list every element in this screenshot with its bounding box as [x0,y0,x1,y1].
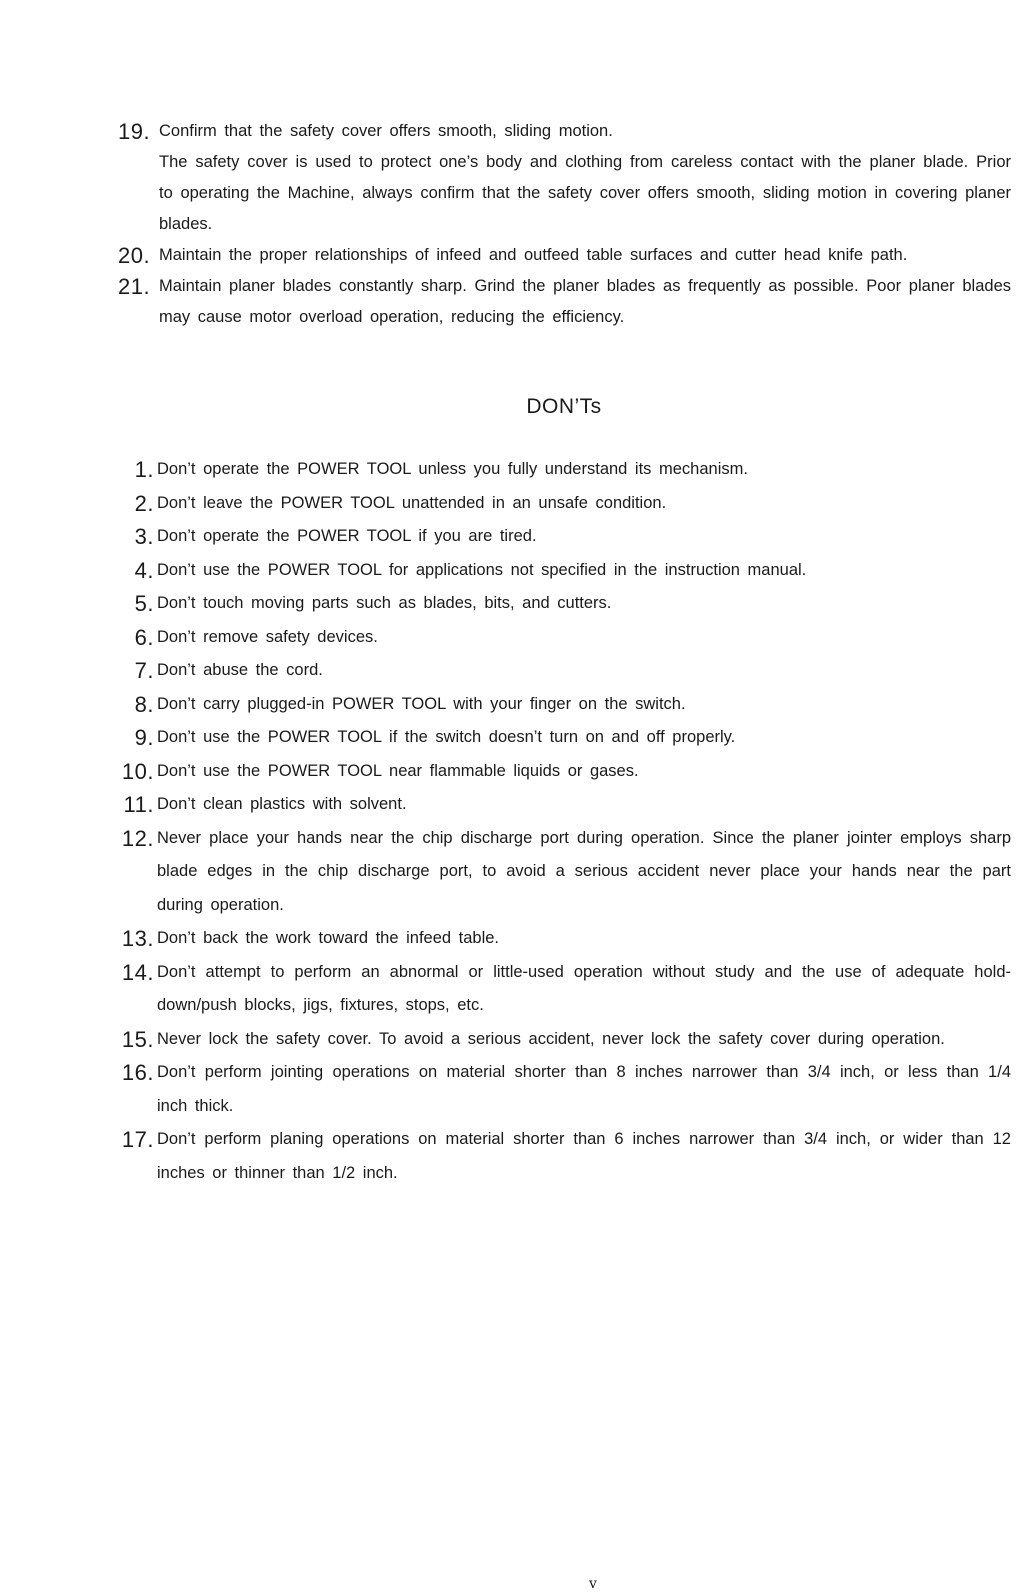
list-item [0,271,1026,333]
item-number: 11. [123,792,154,817]
item-number: 2. [134,490,154,516]
list-item [0,240,1026,271]
list-item [0,956,1026,1023]
item-number: 15. [121,1026,154,1052]
item-number: 9. [134,725,154,750]
list-item [0,554,1026,588]
item-number: 10. [121,758,154,784]
top-instruction-list [0,116,1026,333]
list-item [0,520,1026,554]
list-item [0,453,1026,487]
item-text: Maintain planer blades constantly sharp. Grind the planer blades as frequently as possible. Poor planer blades may cause motor overload operation, reducing the efficiency. [159,277,1011,326]
list-item [0,822,1026,923]
list-item [0,1056,1026,1123]
donts-list [0,453,1026,1190]
item-number: 21. [118,274,151,299]
list-item [0,1123,1026,1190]
item-text: Maintain the proper relationships of infeed and outfeed table surfaces and cutter head knife path. [159,246,908,264]
page-number: v [589,1576,597,1592]
item-number: 17. [121,1127,154,1152]
item-number: 4. [134,557,154,583]
list-item [0,587,1026,621]
list-item [0,654,1026,688]
item-number: 6. [134,624,154,650]
list-item [0,1023,1026,1057]
item-number: 1. [134,457,154,482]
item-text: Don’t back the work toward the infeed table. [157,929,500,947]
item-text: Don’t use the POWER TOOL if the switch doesn’t turn on and off properly. [157,728,736,746]
item-text: Don’t operate the POWER TOOL unless you fully understand its mechanism. [157,460,748,478]
item-number: 19. [118,119,151,144]
item-text: Don’t perform planing operations on material shorter than 6 inches narrower than 3/4 inch, or wider than 12 inches or thinner than 1/2 inch. [157,1130,1011,1182]
item-number: 16. [121,1060,154,1085]
item-number: 13. [121,926,154,951]
item-text: Never place your hands near the chip discharge port during operation. Since the planer jointer employs sharp blade edges in the chip discharge port, to avoid a serious accident never place your hands near the part during operation. [157,828,1011,914]
list-item [0,688,1026,722]
item-number: 12. [121,825,154,851]
item-text: Don’t operate the POWER TOOL if you are tired. [157,527,537,545]
item-text: Don’t leave the POWER TOOL unattended in an unsafe condition. [157,493,667,512]
list-item [0,487,1026,521]
item-text: Don’t abuse the cord. [157,661,323,679]
item-text-line: Confirm that the safety cover offers smooth, sliding motion. The safety cover is used to protect one’s body and clothing from careless contact with the planer blade. Prior to operating the Machine, always confirm that the safety cover offers smooth, sliding motion in covering planer blades. [159,122,1011,233]
list-item [0,922,1026,956]
item-number: 5. [134,591,154,616]
item-text: Don’t clean plastics with solvent. [157,795,407,813]
item-text: Don’t touch moving parts such as blades, bits, and cutters. [157,594,612,612]
item-number: 14. [121,959,154,985]
item-text: Don’t use the POWER TOOL near flammable liquids or gases. [157,761,639,780]
list-item [0,621,1026,655]
donts-heading: DON’Ts [526,395,602,418]
item-text: Don’t attempt to perform an abnormal or little-used operation without study and the use of adequate hold-down/push blocks, jigs, fixtures, stops, etc. [157,962,1011,1014]
list-item [0,721,1026,755]
item-number: 20. [118,243,151,268]
list-item [0,755,1026,789]
item-number: 7. [134,658,154,683]
item-text [159,116,1011,240]
list-item [0,788,1026,822]
list-item [0,116,1026,240]
item-text: Never lock the safety cover. To avoid a serious accident, never lock the safety cover during operation. [157,1029,945,1048]
item-text: Don’t use the POWER TOOL for applications not specified in the instruction manual. [157,560,807,579]
item-text: Don’t perform jointing operations on material shorter than 8 inches narrower than 3/4 inch, or less than 1/4 inch thick. [157,1063,1011,1115]
item-text: Don’t remove safety devices. [157,627,378,646]
item-number: 8. [134,691,154,717]
item-text: Don’t carry plugged-in POWER TOOL with your finger on the switch. [157,694,686,713]
item-number: 3. [134,524,154,549]
